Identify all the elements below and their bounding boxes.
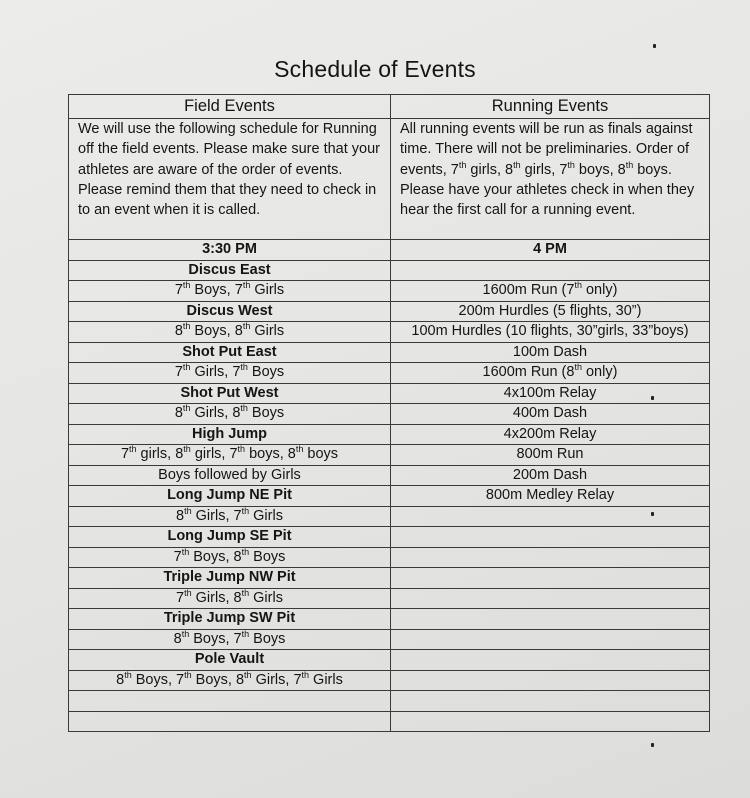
- paper-speck: [651, 512, 654, 516]
- running-event-cell: [391, 568, 710, 589]
- field-event-cell: High Jump: [69, 424, 391, 445]
- paper-speck: [653, 44, 656, 48]
- running-event-cell: 4 PM: [391, 240, 710, 261]
- field-event-cell: Long Jump NE Pit: [69, 486, 391, 507]
- schedule-row: [69, 711, 710, 732]
- running-event-cell: [391, 527, 710, 548]
- paper-speck: [651, 743, 654, 747]
- document-title: Schedule of Events: [274, 56, 476, 82]
- running-event-cell: 4x200m Relay: [391, 424, 710, 445]
- running-events-intro: All running events will be run as finals against time. There will not be preliminaries. Order of events, 7th girls, 8th girls, 7th boys, 8th boys. Please have your athletes check in when they hear the first call for a running event.: [391, 119, 710, 240]
- running-event-cell: [391, 670, 710, 691]
- running-event-cell: [391, 260, 710, 281]
- schedule-row: [69, 629, 710, 650]
- schedule-row: [69, 363, 710, 384]
- schedule-row: [69, 301, 710, 322]
- running-event-cell: 1600m Run (8th only): [391, 363, 710, 384]
- schedule-row: [69, 609, 710, 630]
- running-event-cell: [391, 609, 710, 630]
- schedule-row: [69, 650, 710, 671]
- field-event-cell: 8th Boys, 8th Girls: [69, 322, 391, 343]
- field-event-cell: Shot Put West: [69, 383, 391, 404]
- schedule-row: [69, 527, 710, 548]
- field-event-cell: 8th Girls, 7th Girls: [69, 506, 391, 527]
- schedule-row: [69, 588, 710, 609]
- paper-speck: [651, 396, 654, 400]
- field-event-cell: Triple Jump NW Pit: [69, 568, 391, 589]
- schedule-row: [69, 486, 710, 507]
- schedule-row: [69, 281, 710, 302]
- field-events-header: Field Events: [69, 95, 391, 119]
- field-event-cell: Discus West: [69, 301, 391, 322]
- running-event-cell: 800m Medley Relay: [391, 486, 710, 507]
- running-event-cell: [391, 629, 710, 650]
- schedule-row: [69, 691, 710, 712]
- field-event-cell: Triple Jump SW Pit: [69, 609, 391, 630]
- running-event-cell: 200m Hurdles (5 flights, 30”): [391, 301, 710, 322]
- running-event-cell: [391, 547, 710, 568]
- running-event-cell: 1600m Run (7th only): [391, 281, 710, 302]
- field-event-cell: [69, 691, 391, 712]
- running-event-cell: [391, 650, 710, 671]
- schedule-row: [69, 506, 710, 527]
- field-event-cell: 8th Boys, 7th Boys: [69, 629, 391, 650]
- running-event-cell: [391, 691, 710, 712]
- running-event-cell: 100m Hurdles (10 flights, 30”girls, 33”boys): [391, 322, 710, 343]
- running-event-cell: 4x100m Relay: [391, 383, 710, 404]
- schedule-row: [69, 547, 710, 568]
- running-event-cell: [391, 588, 710, 609]
- field-event-cell: 8th Boys, 7th Boys, 8th Girls, 7th Girls: [69, 670, 391, 691]
- field-event-cell: 8th Girls, 8th Boys: [69, 404, 391, 425]
- running-event-cell: 100m Dash: [391, 342, 710, 363]
- schedule-row: [69, 260, 710, 281]
- schedule-row: [69, 465, 710, 486]
- field-event-cell: 7th Boys, 7th Girls: [69, 281, 391, 302]
- schedule-row: [69, 322, 710, 343]
- running-event-cell: [391, 506, 710, 527]
- schedule-row: [69, 404, 710, 425]
- field-event-cell: Long Jump SE Pit: [69, 527, 391, 548]
- running-event-cell: 800m Run: [391, 445, 710, 466]
- schedule-row: [69, 342, 710, 363]
- schedule-row: [69, 568, 710, 589]
- field-event-cell: 7th girls, 8th girls, 7th boys, 8th boys: [69, 445, 391, 466]
- field-event-cell: 7th Girls, 7th Boys: [69, 363, 391, 384]
- schedule-row: [69, 424, 710, 445]
- running-event-cell: 200m Dash: [391, 465, 710, 486]
- field-event-cell: Boys followed by Girls: [69, 465, 391, 486]
- running-events-header: Running Events: [391, 95, 710, 119]
- intro-row: [69, 119, 710, 240]
- field-event-cell: Discus East: [69, 260, 391, 281]
- field-event-cell: Pole Vault: [69, 650, 391, 671]
- schedule-row: [69, 383, 710, 404]
- field-event-cell: 7th Girls, 8th Girls: [69, 588, 391, 609]
- table-header-row: [69, 95, 710, 119]
- field-event-cell: [69, 711, 391, 732]
- field-event-cell: 7th Boys, 8th Boys: [69, 547, 391, 568]
- schedule-row: [69, 670, 710, 691]
- running-event-cell: [391, 711, 710, 732]
- field-events-intro: We will use the following schedule for Running off the field events. Please make sure that your athletes are aware of the order of events. Please remind them that they need to check in to an event when it is called.: [69, 119, 391, 240]
- schedule-row: [69, 240, 710, 261]
- field-event-cell: Shot Put East: [69, 342, 391, 363]
- schedule-row: [69, 445, 710, 466]
- schedule-table: [68, 94, 710, 732]
- running-event-cell: 400m Dash: [391, 404, 710, 425]
- field-event-cell: 3:30 PM: [69, 240, 391, 261]
